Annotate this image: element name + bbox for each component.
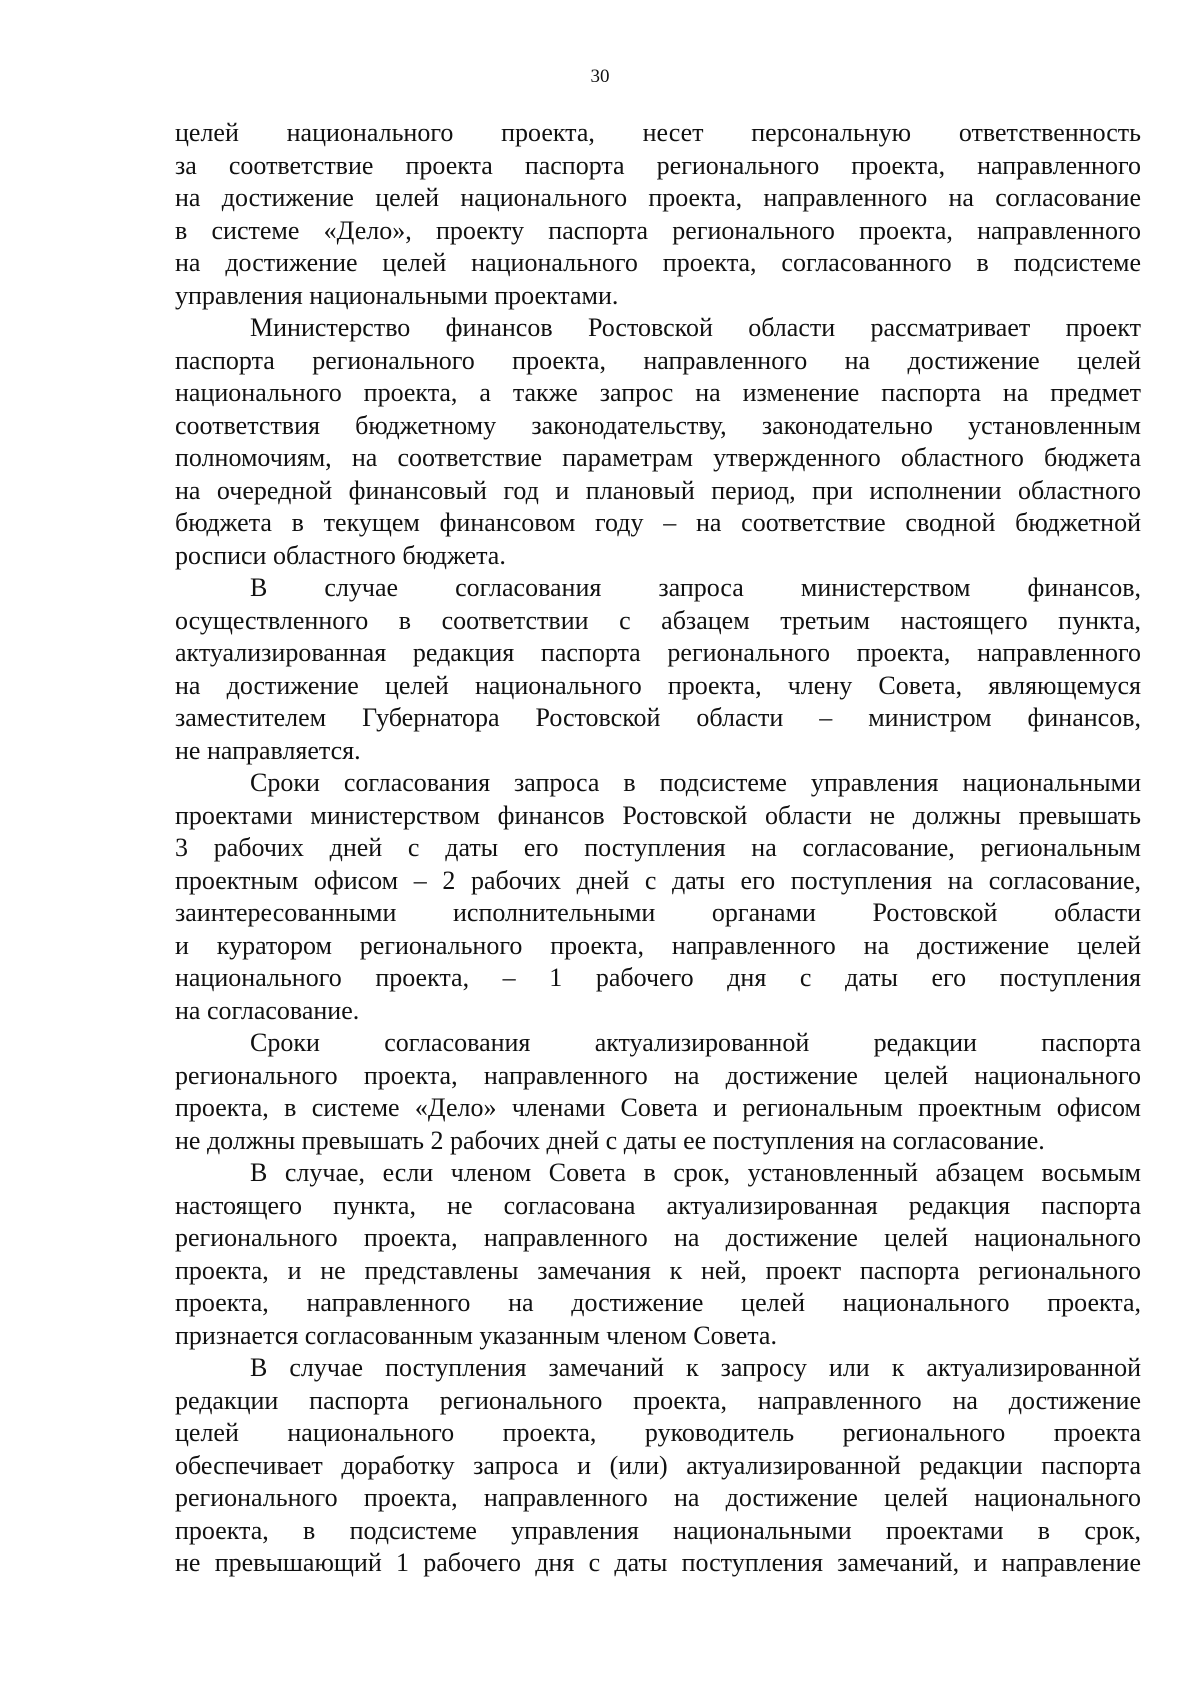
text-line: на очередной финансовый год и плановый период, при исполнении областного: [175, 475, 1141, 505]
text-line: не направляется.: [175, 735, 361, 765]
text-line: и куратором регионального проекта, направленного на достижение целей: [175, 930, 1141, 960]
text-line: Министерство финансов Ростовской области рассматривает проект: [250, 313, 1141, 342]
paragraph: [175, 117, 1141, 312]
text-line: на достижение целей национального проекта, согласованного в подсистеме: [175, 248, 1141, 277]
text-line: актуализированная редакция паспорта регионального проекта, направленного: [175, 638, 1141, 667]
text-line: проекта, и не представлены замечания к ней, проект паспорта регионального: [175, 1255, 1141, 1285]
text-line: регионального проекта, направленного на достижение целей национального: [175, 1483, 1141, 1512]
text-line: 3 рабочих дней с даты его поступления на согласование, региональным: [175, 833, 1141, 862]
text-line: росписи областного бюджета.: [175, 540, 506, 570]
text-line: соответствия бюджетному законодательству, законодательно установленным: [175, 410, 1141, 440]
paragraph: [175, 312, 1141, 572]
text-line: не превышающий 1 рабочего дня с даты поступления замечаний, и направление: [175, 1548, 1141, 1577]
text-line: целей национального проекта, руководитель регионального проекта: [175, 1418, 1141, 1447]
text-line: заинтересованными исполнительными органами Ростовской области: [175, 898, 1141, 927]
text-line: заместителем Губернатора Ростовской области – министром финансов,: [175, 703, 1141, 732]
text-line: на достижение целей национального проекта, члену Совета, являющемуся: [175, 670, 1141, 700]
document-body: [175, 117, 1141, 1580]
text-line: на согласование.: [175, 995, 360, 1025]
page-number: 30: [590, 66, 610, 87]
paragraph: [175, 1027, 1141, 1157]
paragraph: [175, 767, 1141, 1027]
text-line: бюджета в текущем финансовом году – на соответствие сводной бюджетной: [175, 508, 1141, 537]
text-line: полномочиям, на соответствие параметрам утвержденного областного бюджета: [175, 443, 1141, 472]
paragraph: [175, 572, 1141, 767]
text-line: обеспечивает доработку запроса и (или) актуализированной редакции паспорта: [175, 1450, 1141, 1480]
text-line: национального проекта, а также запрос на изменение паспорта на предмет: [175, 378, 1141, 407]
text-line: В случае согласования запроса министерством финансов,: [250, 573, 1141, 602]
text-line: В случае, если членом Совета в срок, установленный абзацем восьмым: [250, 1158, 1141, 1187]
text-line: за соответствие проекта паспорта регионального проекта, направленного: [175, 150, 1141, 180]
text-line: В случае поступления замечаний к запросу или к актуализированной: [250, 1353, 1141, 1382]
text-line: проекта, в системе «Дело» членами Совета и региональным проектным офисом: [175, 1093, 1141, 1122]
text-line: на достижение целей национального проекта, направленного на согласование: [175, 183, 1141, 212]
text-line: признается согласованным указанным членом Совета.: [175, 1320, 777, 1350]
text-line: регионального проекта, направленного на достижение целей национального: [175, 1223, 1141, 1252]
text-line: проекта, направленного на достижение целей национального проекта,: [175, 1288, 1141, 1317]
text-line: настоящего пункта, не согласована актуализированная редакция паспорта: [175, 1190, 1141, 1220]
paragraph: [175, 1352, 1141, 1580]
text-line: проекта, в подсистеме управления национальными проектами в срок,: [175, 1515, 1141, 1545]
text-line: редакции паспорта регионального проекта, направленного на достижение: [175, 1385, 1141, 1415]
text-line: в системе «Дело», проекту паспорта регионального проекта, направленного: [175, 215, 1141, 245]
text-line: проектами министерством финансов Ростовской области не должны превышать: [175, 800, 1141, 830]
text-line: регионального проекта, направленного на достижение целей национального: [175, 1060, 1141, 1090]
text-line: проектным офисом – 2 рабочих дней с даты его поступления на согласование,: [175, 865, 1141, 895]
text-line: Сроки согласования актуализированной редакции паспорта: [250, 1028, 1141, 1057]
paragraph: [175, 1157, 1141, 1352]
text-line: управления национальными проектами.: [175, 280, 619, 310]
text-line: национального проекта, – 1 рабочего дня с даты его поступления: [175, 963, 1141, 992]
text-line: целей национального проекта, несет персональную ответственность: [175, 118, 1141, 147]
text-line: не должны превышать 2 рабочих дней с даты ее поступления на согласование.: [175, 1125, 1045, 1155]
text-line: паспорта регионального проекта, направленного на достижение целей: [175, 345, 1141, 375]
text-line: осуществленного в соответствии с абзацем третьим настоящего пункта,: [175, 605, 1141, 635]
text-line: Сроки согласования запроса в подсистеме управления национальными: [250, 768, 1141, 797]
